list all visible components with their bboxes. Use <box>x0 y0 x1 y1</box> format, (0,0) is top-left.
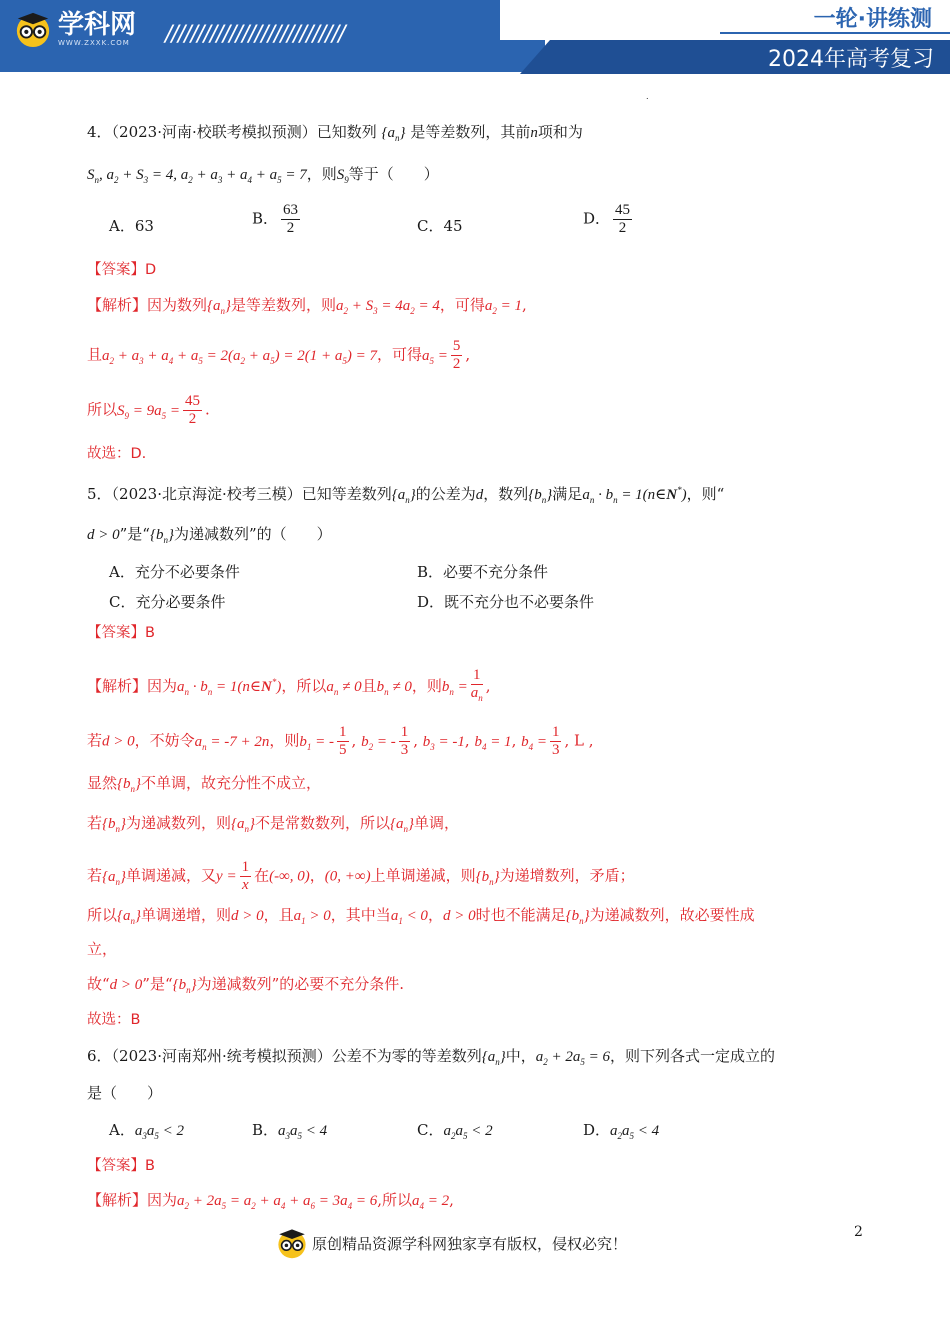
q5-explanation-8: 故“d > 0”是“$\{b_n\}$为递减数列”的必要不充分条件. <box>87 975 405 995</box>
page-footer <box>276 1227 627 1259</box>
q4-answer: 【答案】D <box>87 262 157 278</box>
q4-stem-line1: 4．（2023·河南·校联考模拟预测）已知数列 $\{a_n\}$ 是等差数列，其前n项和为 <box>87 123 583 143</box>
q4-stem-line2: $S_n$, $a_2 + S_3 = 4$, $a_2 + a_3 + a_4 + a_5 = 7$，则$S_9$等于（ ） <box>87 165 439 185</box>
q5-explanation-6: 所以$\{a_n\}$单调递增，则d > 0，且$a_1 > 0$，其中当$a_1 < 0$，d > 0时也不能满足$\{b_n\}$为递减数列，故必要性成 <box>87 906 755 926</box>
q5-explanation-1: 【解析】因为$a_n \cdot b_n$ = 1(n∈N*)，所以$a_n \ne 0$且$b_n \ne 0$，则$b_n$ = $\frac{1}{a_n}$ , <box>87 667 491 703</box>
q4-option-d[interactable]: D． $\frac{45}{2}$ <box>583 202 631 236</box>
series-title: 一轮·讲练测 <box>813 7 932 32</box>
q5-explanation-3: 显然$\{b_n\}$不单调，故充分性不成立， <box>87 774 322 794</box>
q4-explanation-1: 【解析】因为数列$\{a_n\}$是等差数列，则$a_2 + S_3 = 4a_2 = 4$，可得$a_2 = 1$, <box>87 296 527 316</box>
copyright-notice: 原创精品资源学科网独家享有版权，侵权必究！ <box>312 1234 628 1253</box>
page-number: 2 <box>854 1224 863 1240</box>
q4-option-b[interactable]: B． $\frac{63}{2}$ <box>252 202 299 236</box>
q4-conclusion: 故选：D. <box>87 446 147 462</box>
q5-answer: 【答案】B <box>87 625 155 641</box>
q5-explanation-2: 若d > 0，不妨令$a_n = -7 + 2n$，则$b_1$ = - $\frac{1}{5}$ , $b_2$ = - $\frac{1}{3}$ , $b_3 = -1$, $b_4 = 1$, $b_4$ = $\frac{1}{3}$ , L , <box>87 724 594 758</box>
q6-option-b[interactable]: B．$a_3a_5 < 4$ <box>252 1121 328 1141</box>
owl-logo-icon <box>14 10 52 48</box>
q4-explanation-3: 所以$S_9 = 9a_5$ = $\frac{45}{2}$ . <box>87 393 210 427</box>
series-underline <box>720 32 950 34</box>
q5-option-a[interactable]: A．充分不必要条件 <box>109 563 240 581</box>
q4-option-c[interactable]: C．45 <box>417 217 463 235</box>
brand-logo <box>14 10 136 48</box>
q6-option-d[interactable]: D．$a_2a_5 < 4$ <box>583 1121 660 1141</box>
q6-stem-line2: 是（ ） <box>87 1084 163 1102</box>
q6-answer: 【答案】B <box>87 1158 155 1174</box>
q4-option-a[interactable]: A．63 <box>109 217 154 235</box>
owl-logo-icon <box>276 1227 308 1259</box>
q5-option-b[interactable]: B．必要不充分条件 <box>417 563 549 581</box>
page-header <box>0 0 950 75</box>
q4-explanation-2: 且$a_2 + a_3 + a_4 + a_5 = 2(a_2 + a_5) = 2(1 + a_5) = 7$，可得$a_5$ = $\frac{5}{2}$ , <box>87 338 471 372</box>
logo-url: WWW.ZXXK.COM <box>58 39 130 47</box>
q6-option-a[interactable]: A．$a_3a_5 < 2$ <box>109 1121 184 1141</box>
q6-stem-line1: 6．（2023·河南郑州·统考模拟预测）公差不为零的等差数列$\{a_n\}$中，$a_2 + 2a_5 = 6$，则下列各式一定成立的 <box>87 1047 776 1067</box>
q6-option-c[interactable]: C．$a_2a_5 < 2$ <box>417 1121 493 1141</box>
header-slashes: //////////////////////////// <box>165 22 345 47</box>
edition-title: 2024年高考复习 <box>768 47 934 72</box>
q5-explanation-7: 立， <box>87 940 118 958</box>
q5-option-c[interactable]: C．充分必要条件 <box>109 593 226 611</box>
q5-explanation-4: 若$\{b_n\}$为递减数列，则$\{a_n\}$不是常数数列，所以$\{a_n\}$单调， <box>87 814 460 834</box>
logo-text: 学科网 <box>58 10 137 40</box>
q6-explanation-1: 【解析】因为$a_2 + 2a_5 = a_2 + a_4 + a_6 = 3a_4 = 6$,所以$a_4 = 2$, <box>87 1191 454 1211</box>
q5-explanation-5: 若$\{a_n\}$单调递减，又y = $\frac{1}{x}$ 在(-∞, 0)，(0, +∞)上单调递减，则$\{b_n\}$为递增数列，矛盾； <box>87 859 635 893</box>
q5-conclusion: 故选：B <box>87 1012 141 1028</box>
q5-stem-line2: d > 0”是“$\{b_n\}$为递减数列”的（ ） <box>87 525 332 545</box>
q5-option-d[interactable]: D．既不充分也不必要条件 <box>417 593 595 611</box>
q5-stem-line1: 5．（2023·北京海淀·校考三模）已知等差数列$\{a_n\}$的公差为d，数列$\{b_n\}$满足$a_n \cdot b_n$ = 1(n∈N*)，则“ <box>87 485 725 505</box>
